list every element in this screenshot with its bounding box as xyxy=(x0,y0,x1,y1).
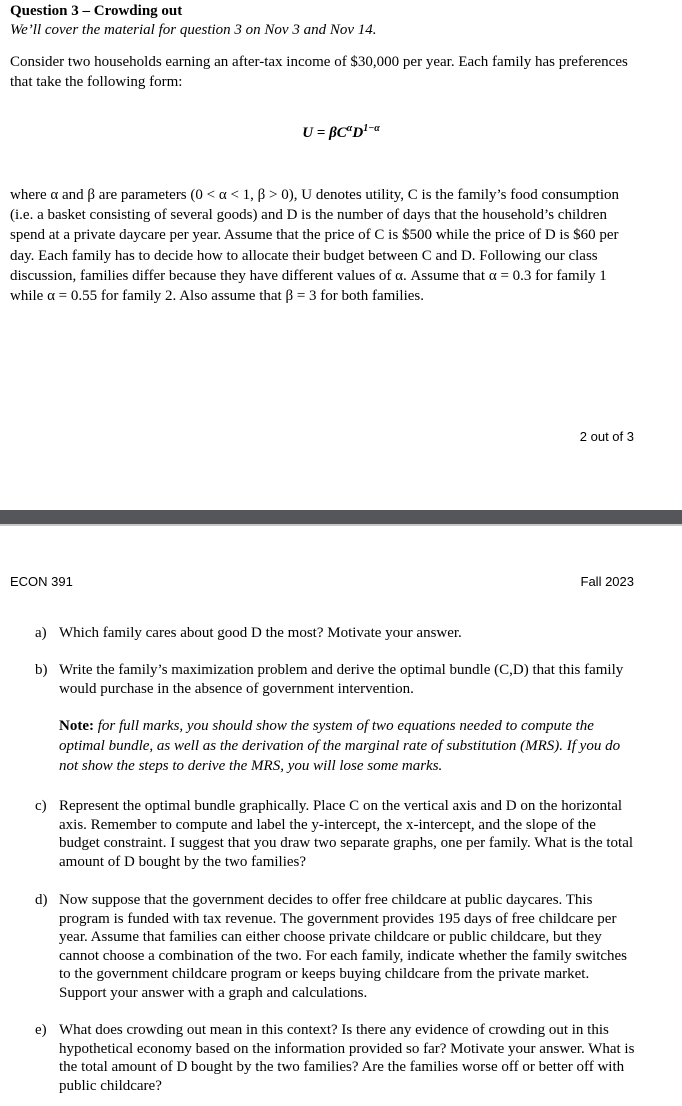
equation-exponent-one-minus-alpha: 1−α xyxy=(363,123,380,134)
page-divider-shadow xyxy=(0,524,682,526)
term-label: Fall 2023 xyxy=(580,574,634,589)
page-one xyxy=(0,0,682,510)
note-paragraph xyxy=(59,716,639,776)
question-text: Which family cares about good D the most? Motivate your answer. xyxy=(59,625,462,641)
utility-equation xyxy=(0,123,682,142)
course-code: ECON 391 xyxy=(10,574,73,589)
equation-exponent-alpha: α xyxy=(346,123,353,134)
page-divider xyxy=(0,510,682,524)
note-text: for full marks, you should show the system of two equations needed to compute the optimal bundle, as well as the derivation of the marginal rate of substitution (MRS). If you do not show the steps to derive the MRS, you will lose some marks. xyxy=(59,718,621,774)
question-label: b) xyxy=(35,662,48,678)
question-label: a) xyxy=(35,625,47,641)
question-label: c) xyxy=(35,798,47,814)
question-title: Question 3 – Crowding out xyxy=(10,3,183,19)
equation-lhs: U = βC xyxy=(302,125,347,141)
question-label: d) xyxy=(35,892,48,908)
assumptions-paragraph: where α and β are parameters (0 < α < 1, β > 0), U denotes utility, C is the family’s food consumption (i.e. a basket consisting of several goods) and D is the number of days that the household’s children spend at a private daycare per year. Assume that the price of C is $500 while the price of D is $60 per day. Each family has to decide how to allocate their budget between C and D. Following our class discussion, families differ because they have different values of α. Assume that α = 0.3 for family 1 while α = 0.55 for family 2. Also assume that β = 3 for both families. xyxy=(10,187,620,305)
page-number: 2 out of 3 xyxy=(579,429,634,444)
note-label: Note: xyxy=(59,718,94,734)
question-text: Write the family’s maximization problem and derive the optimal bundle (C,D) that this family would purchase in the absence of government intervention. xyxy=(59,662,624,697)
question-text: What does crowding out mean in this context? Is there any evidence of crowding out in this hypothetical economy based on the information provided so far? Motivate your answer. What is the total amount of D bought by the two families? Are the families worse off or better off with public childcare? xyxy=(59,1022,635,1094)
question-text: Now suppose that the government decides to offer free childcare at public daycares. This program is funded with tax revenue. The government provides 195 days of free childcare per year. Assume that families can either choose private childcare or public childcare, but they cannot choose a combination of the two. For each family, indicate whether the family switches to the government childcare program or keeps buying childcare from the private market. Support your answer with a graph and calculations. xyxy=(59,892,628,1001)
question-subtitle: We’ll cover the material for question 3 on Nov 3 and Nov 14. xyxy=(10,22,377,38)
intro-paragraph: Consider two households earning an after-tax income of $30,000 per year. Each family has preferences that take the following form: xyxy=(10,54,628,90)
question-text: Represent the optimal bundle graphically. Place C on the vertical axis and D on the horizontal axis. Remember to compute and label the y-intercept, the x-intercept, and the slope of the budget constraint. I suggest that you draw two separate graphs, one per family. What is the total amount of D bought by the two families? xyxy=(59,798,634,870)
equation-d: D xyxy=(352,125,364,141)
question-label: e) xyxy=(35,1022,47,1038)
